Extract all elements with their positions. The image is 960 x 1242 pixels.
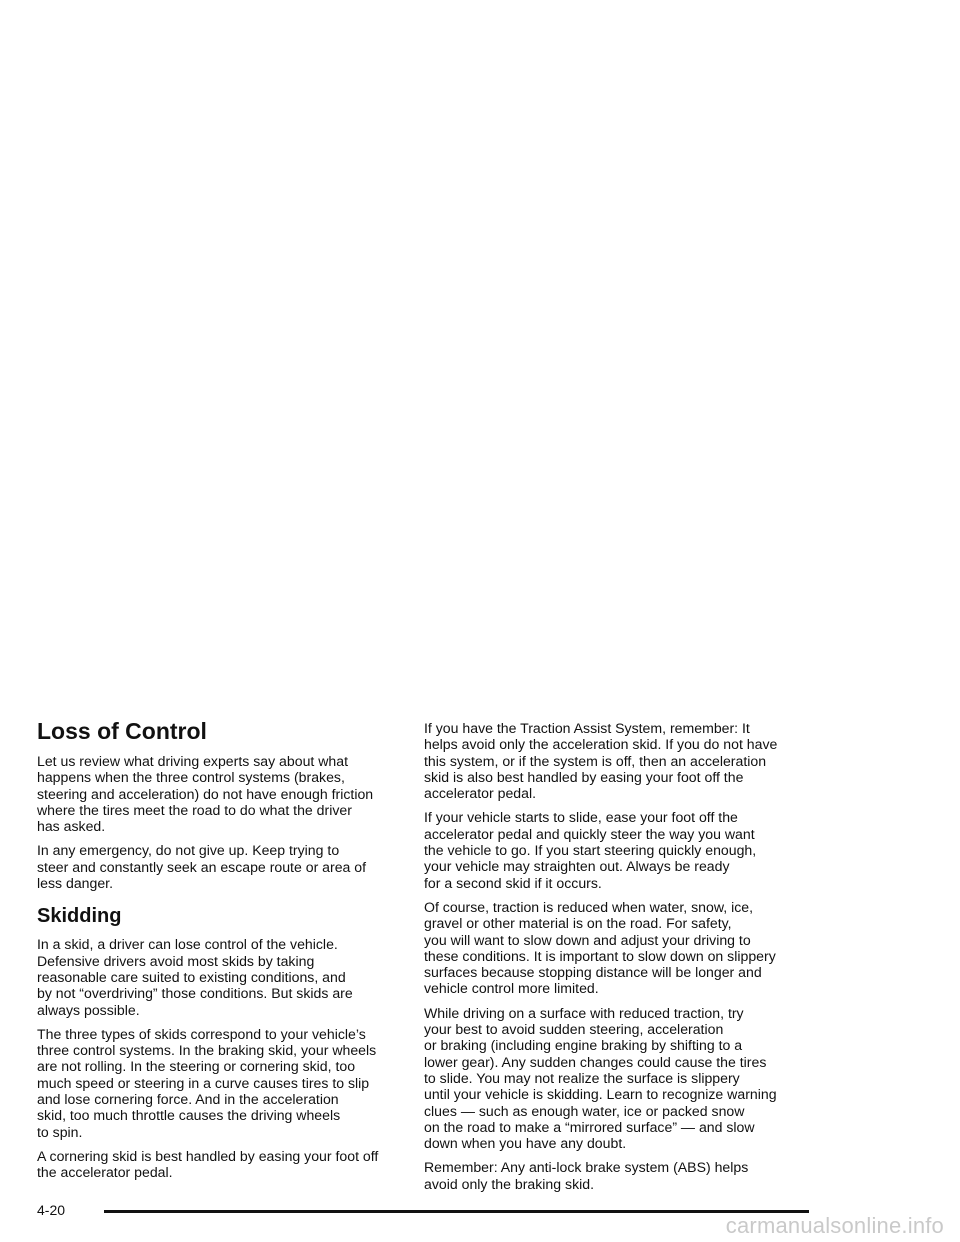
heading-loss-of-control: Loss of Control bbox=[37, 718, 207, 744]
paragraph-emergency: In any emergency, do not give up. Keep trying to steer and constantly seek an escape route or area of less danger. bbox=[37, 842, 367, 892]
paragraph-vehicle-slide: If your vehicle starts to slide, ease your foot off the accelerator pedal and quickly steer the way you want the vehicle to go. If you start steering quickly enough, your vehicle may straighten out. Always be ready for a second skid if it occurs. bbox=[424, 809, 757, 891]
paragraph-cornering-skid: A cornering skid is best handled by easing your foot off the accelerator pedal. bbox=[37, 1147, 379, 1181]
paragraph-reduced-traction: Of course, traction is reduced when water, snow, ice, gravel or other material is on the road. For safety, you will want to slow down and adjust your driving to these conditions. It is important to slow down on slippery surfaces because stopping distance will be longer and vehicle control more limited. bbox=[424, 898, 776, 997]
paragraph-slippery-surface: While driving on a surface with reduced traction, try your best to avoid sudden steering, acceleration or braking (including engine braking by shifting to a lower gear). Any sudden changes could cause the tires to slide. You may not realize the surface is slippery until your vehicle is skidding. Learn to recognize warning clues — such as enough water, ice or packed snow on the road to make a “mirrored surface” — and slow down when you have any doubt. bbox=[424, 1004, 777, 1152]
heading-skidding: Skidding bbox=[37, 905, 122, 928]
paragraph-skid-intro: In a skid, a driver can lose control of the vehicle. Defensive drivers avoid most skids by taking reasonable care suited to existing conditions, and by not “overdriving” those conditions. But skids are always possible. bbox=[37, 936, 353, 1018]
watermark: carmanualsonline.info bbox=[725, 1213, 944, 1238]
left-column bbox=[37, 718, 397, 1189]
right-column bbox=[424, 720, 794, 1200]
paragraph-abs-reminder: Remember: Any anti-lock brake system (ABS) helps avoid only the braking skid. bbox=[424, 1159, 749, 1192]
paragraph-traction-assist: If you have the Traction Assist System, remember: It helps avoid only the acceleration skid. If you do not have this system, or if the system is off, then an acceleration skid is also best handled by easing your foot off the accelerator pedal. bbox=[424, 720, 778, 802]
paragraph-skid-types: The three types of skids correspond to your vehicle’s three control systems. In the braking skid, your wheels are not rolling. In the steering or cornering skid, too much speed or steering in a curve causes tires to slip and lose cornering force. And in the acceleration skid, too much throttle causes the driving wheels to spin. bbox=[37, 1025, 377, 1140]
page-number: 4-20 bbox=[37, 1202, 66, 1218]
paragraph-driving-experts: Let us review what driving experts say about what happens when the three control systems (brakes, steering and acceleration) do not have enough friction where the tires meet the road to do what the driver has asked. bbox=[37, 753, 374, 835]
footer-divider bbox=[104, 1210, 809, 1213]
